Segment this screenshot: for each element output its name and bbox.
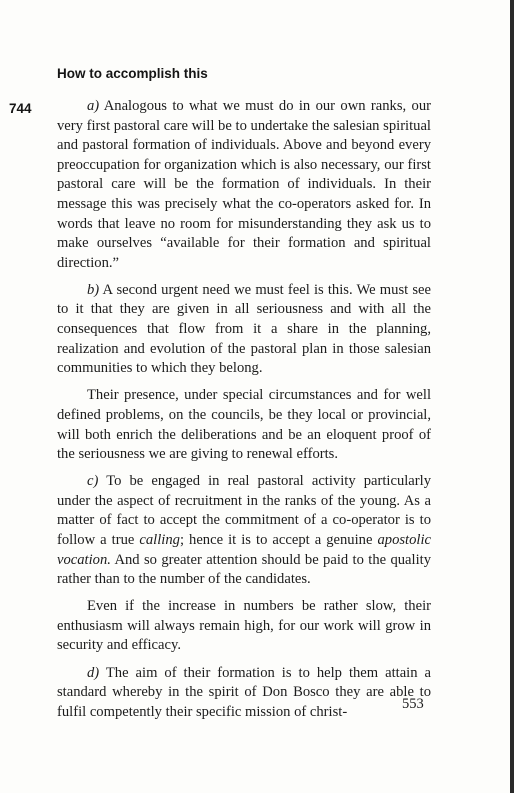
paragraph-b-text: A second urgent need we must feel is this. We must see to it that they are given in all seriousness and with all the consequences that flow from it a share in the planning, realization and evolution of the pastoral plan in those salesian communities to which they belong. [57, 281, 431, 377]
paragraph-a [57, 97, 431, 273]
paragraph-d-lead: d) [87, 664, 100, 681]
paragraph-c-emphasis-2: apostolic vocation. [57, 531, 431, 568]
paragraph-c-lead: c) [87, 473, 99, 490]
paragraph-c-text-1: To be engaged in real pastoral activity particularly under the aspect of recruitment in the ranks of the young. As a matter of fact to accept the commitment of a co-operator is to follow a true [57, 473, 431, 548]
margin-number: 744 [9, 101, 32, 116]
paragraph-d [57, 664, 431, 723]
section-heading: How to accomplish this [57, 66, 208, 81]
paragraph-b-lead: b) [87, 281, 100, 298]
paragraph-increase: Even if the increase in numbers be rather slow, their enthusiasm will always remain high, for our work will grow in security and efficacy. [57, 598, 431, 654]
paragraph-c [57, 472, 431, 590]
paragraph-a-lead: a) [87, 98, 100, 114]
paragraph-c-text-2: ; hence it is to accept a genuine [179, 531, 378, 548]
paragraph-c-emphasis-1: calling [139, 531, 180, 548]
page-number: 553 [402, 696, 424, 712]
paragraph-a-text: Analogous to what we must do in our own ranks, our very first pastoral care will be to undertake the salesian spiritual and pastoral formation of individuals. Above and beyond every preoccupation for organization which is also necessary, our first pastoral care will be the formation of individuals. In their message this was precisely what the co-operators asked for. In words that leave no room for misunderstanding they ask us to make ourselves “available for their formation and spiritual direction.” [57, 98, 431, 271]
paragraph-presence: Their presence, under special circumstances and for well defined problems, on the councils, be they local or provincial, will both enrich the deliberations and be an eloquent proof of the seriousness we are giving to renewal efforts. [57, 387, 431, 463]
page-edge [510, 0, 514, 793]
paragraph-d-text: The aim of their formation is to help them attain a standard whereby in the spirit of Don Bosco they are able to fulfil competently their specific mission of christ- [57, 664, 431, 720]
body-text [57, 97, 431, 722]
paragraph-c-text-3: And so greater attention should be paid to the quality rather than to the number of the candidates. [57, 551, 431, 588]
paragraph-b [57, 281, 431, 379]
